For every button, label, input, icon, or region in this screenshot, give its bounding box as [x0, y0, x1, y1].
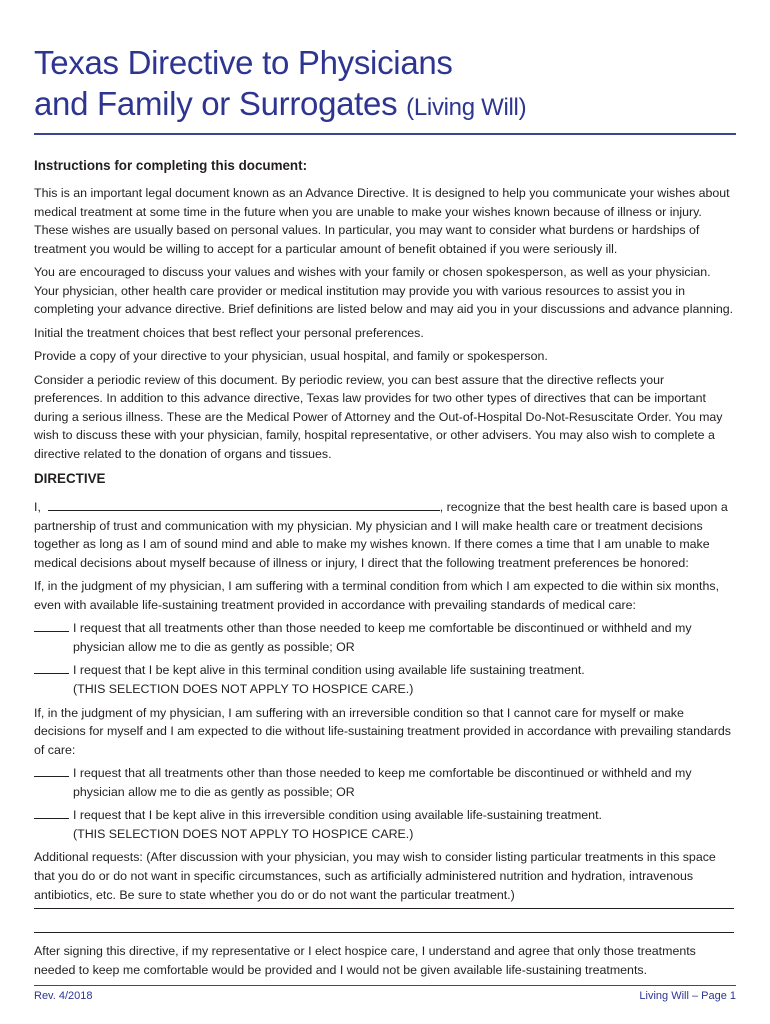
terminal-option-2 — [34, 661, 736, 698]
instructions-paragraph: This is an important legal document known as an Advance Directive. It is designed to help you communicate your wishes about medical treatment at some time in the future when you are unable to make your wishes known because of illness or injury. These wishes are usually based on personal values. In particular, you may want to consider what burdens or hardships of treatment you would be willing to accept for a particular amount of benefit obtained if you were seriously ill. — [34, 186, 730, 256]
option-note: (THIS SELECTION DOES NOT APPLY TO HOSPICE CARE.) — [73, 826, 414, 841]
hospice-statement: After signing this directive, if my representative or I elect hospice care, I understand and agree that only those treatments needed to keep me comfortable would be provided and I would not be given available life-sustaining treatments. — [34, 944, 696, 977]
option-text: I request that all treatments other than those needed to keep me comfortable be discontinued or withheld and my physician allow me to die as gently as possible; OR — [73, 766, 692, 799]
revision-label: Rev. 4/2018 — [34, 990, 93, 1002]
opening-prefix: I, — [34, 500, 41, 514]
instructions-paragraph: Initial the treatment choices that best reflect your personal preferences. — [34, 325, 424, 340]
footer-divider — [34, 985, 736, 986]
instructions-paragraph: Consider a periodic review of this document. By periodic review, you can best assure that the directive reflects your preferences. In addition to this advance directive, Texas law provides for two other types of directives that can be important during a serious illness. These are the Medical Power of Attorney and the Out-of-Hospital Do-Not-Resuscitate Order. You may wish to discuss these with your physician, family, hospital representative, or other advisers. You may also wish to complete a directive related to the donation of organs and tissues. — [34, 372, 723, 461]
option-text: I request that all treatments other than those needed to keep me comfortable be discontinued or withheld and my physician allow me to die as gently as possible; OR — [73, 621, 692, 654]
additional-requests: Additional requests: (After discussion with your physician, you may wish to consider listing particular treatments in this space that you do or do not want in specific circumstances, such as artificially administered nutrition and hydration, intravenous antibiotics, etc. Be sure to state whether you do or do not want the particular treatment.) — [34, 850, 716, 902]
page-label: Living Will – Page 1 — [639, 990, 736, 1002]
terminal-intro: If, in the judgment of my physician, I am suffering with a terminal condition from which I am expected to die within six months, even with available life-sustaining treatment provided in accordance with prevailing standards of medical care: — [34, 579, 720, 612]
directive-opening — [34, 497, 736, 572]
terminal-option-1 — [34, 619, 736, 656]
title-line-1: Texas Directive to Physicians — [34, 44, 453, 81]
opening-text: , recognize that the best health care is based upon a partnership of trust and communication with my physician. My physician and I will make health care or treatment decisions together as long as I am of sound mind and able to make my wishes known. If there comes a time that I am unable to make medical decisions about myself because of illness or injury, I direct that the following treatment preferences be honored: — [34, 500, 728, 570]
title-subtitle: (Living Will) — [406, 94, 527, 121]
title-divider — [34, 133, 736, 135]
instructions-section — [34, 184, 736, 468]
hospice-section — [34, 942, 736, 984]
title-line-2: and Family or Surrogates — [34, 85, 398, 122]
initial-blank[interactable] — [34, 673, 69, 674]
additional-requests-line[interactable] — [34, 908, 734, 909]
initial-blank[interactable] — [34, 631, 69, 632]
irreversible-option-2 — [34, 806, 736, 843]
additional-requests-line[interactable] — [34, 932, 734, 933]
instructions-paragraph: Provide a copy of your directive to your physician, usual hospital, and family or spokesperson. — [34, 349, 548, 364]
irreversible-option-1 — [34, 764, 736, 801]
irreversible-intro: If, in the judgment of my physician, I am suffering with an irreversible condition so that I cannot care for myself or make decisions for myself and I am expected to die without life-sustaining treatment provided in accordance with prevailing standards of care: — [34, 705, 731, 757]
instructions-heading: Instructions for completing this document: — [34, 158, 308, 173]
option-note: (THIS SELECTION DOES NOT APPLY TO HOSPICE CARE.) — [73, 681, 414, 696]
initial-blank[interactable] — [34, 818, 69, 819]
directive-heading: DIRECTIVE — [34, 471, 106, 486]
document-title — [34, 42, 526, 128]
option-text: I request that I be kept alive in this terminal condition using available life sustaining treatment. — [73, 663, 585, 678]
initial-blank[interactable] — [34, 776, 69, 777]
option-text: I request that I be kept alive in this irreversible condition using available life-sustaining treatment. — [73, 808, 602, 823]
document-page — [34, 0, 736, 1024]
instructions-paragraph: You are encouraged to discuss your values and wishes with your family or chosen spokesperson, as well as your physician. Your physician, other health care provider or medical institution may provide you with various resources to assist you in completing your advance directive. Brief definitions are listed below and may aid you in your discussions and advance planning. — [34, 265, 734, 317]
name-blank-field[interactable] — [48, 497, 440, 511]
directive-section — [34, 497, 736, 909]
